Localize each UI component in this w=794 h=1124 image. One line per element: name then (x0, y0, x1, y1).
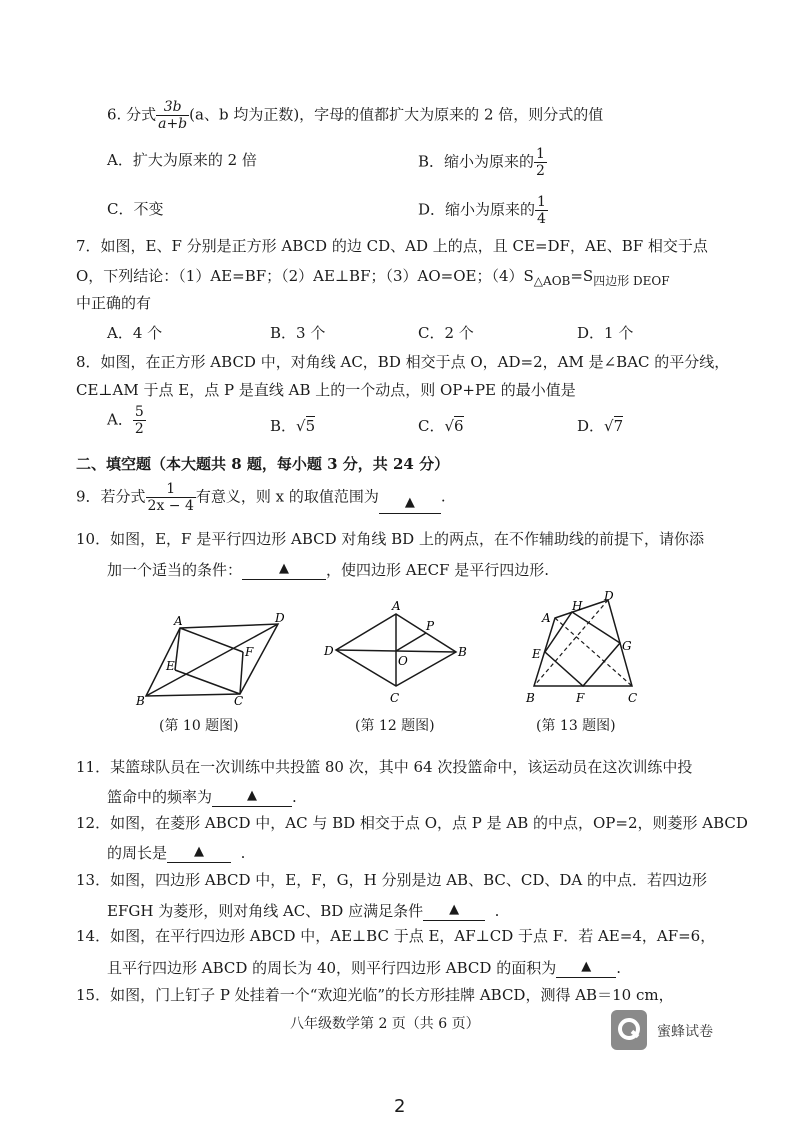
q8-option-d-text: D． (577, 417, 605, 435)
q6-option-b (418, 146, 547, 179)
q6-option-d-den: 4 (537, 211, 546, 227)
q8-option-c-text: C． (418, 417, 445, 435)
q12-line2 (107, 840, 245, 863)
q6-option-b-frac (534, 146, 547, 179)
logo-mark-icon (611, 1010, 647, 1050)
fig13-label-a: A (542, 611, 551, 625)
q7-line3: 中正确的有 (76, 294, 152, 312)
q7-line1: 7．如图，E、F 分别是正方形 ABCD 的边 CD、AD 上的点，且 CE=DF，AE、BF 相交于点 (76, 237, 708, 255)
q12-answer-blank[interactable] (167, 840, 231, 863)
sqrt-icon: √ (296, 417, 306, 435)
fig10-caption: (第 10 题图) (159, 718, 239, 734)
q9-end: . (440, 487, 446, 506)
figure-13 (520, 588, 650, 708)
q6-option-b-text: B．缩小为原来的 (418, 152, 535, 171)
fig13-caption: (第 13 题图) (536, 718, 616, 734)
q10-line1: 10．如图，E，F 是平行四边形 ABCD 对角线 BD 上的两点，在不作辅助线的前提下，请你添 (76, 530, 704, 548)
q7-sub2: 四边形 DEOF (593, 274, 670, 288)
triangle-icon: ▲ (247, 788, 258, 803)
triangle-icon: ▲ (194, 844, 205, 859)
sqrt-icon: √ (444, 417, 455, 435)
q9-frac-den: 2x − 4 (147, 498, 194, 514)
fig13-label-h: H (572, 599, 583, 613)
q14-line2a: 且平行四边形 ABCD 的周长为 40，则平行四边形 ABCD 的面积为 (107, 959, 557, 977)
q8-option-a-text: A． (107, 410, 133, 429)
q6-frac-num: 3b (156, 99, 189, 116)
fig10-label-e: E (166, 659, 175, 673)
q6-option-d-frac (535, 194, 548, 227)
q11-line1: 11．某篮球队员在一次训练中共投篮 80 次，其中 64 次投篮命中，该运动员在这次训练中投 (76, 758, 693, 776)
q12-end: . (240, 844, 246, 862)
fig13-label-b: B (526, 691, 535, 705)
fig13-label-f: F (576, 691, 585, 705)
q6-option-b-num: 1 (536, 146, 545, 162)
logo-text: 蜜蜂试卷 (657, 1024, 713, 1040)
q10-line2b: ，使四边形 AECF 是平行四边形. (326, 561, 549, 579)
fig12-label-p: P (426, 619, 435, 633)
fig12-label-d: D (324, 644, 334, 658)
q12-line2a: 的周长是 (107, 844, 168, 862)
fig12-label-c: C (390, 691, 400, 705)
q7-option-a: A．4 个 (107, 324, 163, 342)
q6-fraction (156, 99, 189, 132)
q6-option-b-den: 2 (536, 163, 545, 179)
q6-option-d (418, 194, 548, 227)
page-number: 2 (394, 1096, 406, 1117)
page-footer: 八年级数学第 2 页（共 6 页） (290, 1016, 480, 1032)
q8-option-b-rad: 5 (305, 417, 316, 435)
triangle-icon: ▲ (449, 902, 460, 917)
q7-eq: =S (570, 267, 594, 285)
q6-number: 6. (107, 105, 122, 124)
q14-end: . (616, 959, 621, 977)
fig13-label-g: G (622, 639, 632, 653)
q9-stem (76, 481, 446, 514)
q8-option-a (107, 404, 146, 437)
q8-option-a-den: 2 (134, 421, 144, 437)
q14-line2 (107, 955, 621, 978)
fig13-label-e: E (532, 647, 541, 661)
q11-line2 (107, 784, 297, 807)
figure-12 (318, 598, 478, 708)
q8-option-a-frac (133, 404, 146, 437)
q8-option-d (577, 416, 623, 436)
q14-line1: 14．如图，在平行四边形 ABCD 中，AE⊥BC 于点 E，AF⊥CD 于点 F．若 AE=4，AF=6， (76, 927, 716, 945)
q10-line2 (107, 557, 549, 580)
q9-answer-blank[interactable] (379, 491, 441, 514)
fig10-label-c: C (234, 694, 244, 708)
triangle-icon: ▲ (581, 959, 592, 974)
q6-option-d-text: D．缩小为原来的 (418, 200, 536, 219)
q8-option-b-text: B． (270, 417, 297, 435)
q6-prefix: 分式 (126, 105, 157, 124)
q8-option-d-rad: 7 (613, 417, 624, 435)
triangle-icon: ▲ (404, 495, 415, 510)
q9-rest: 有意义，则 x 的取值范围为 (195, 487, 379, 506)
fig12-label-o: O (398, 654, 408, 668)
q11-answer-blank[interactable] (212, 784, 292, 807)
fig13-label-d: D (604, 589, 614, 603)
q7-line2 (76, 266, 670, 291)
fig12-label-a: A (392, 599, 401, 613)
q9-frac-num: 1 (146, 481, 196, 498)
q8-option-c-rad: 6 (454, 417, 464, 435)
fig10-label-f: F (245, 645, 254, 659)
q6-option-c: C．不变 (107, 200, 164, 218)
q6-stem (107, 99, 603, 132)
q9-fraction (146, 481, 196, 514)
section-2-heading: 二、填空题（本大题共 8 题，每小题 3 分，共 24 分） (76, 455, 450, 473)
mifeng-logo-icon (611, 1010, 647, 1050)
q8-option-b (270, 416, 315, 436)
triangle-icon: ▲ (279, 561, 290, 576)
q6-frac-den: a+b (158, 116, 188, 132)
q6-rest: (a、b 均为正数)，字母的值都扩大为原来的 2 倍，则分式的值 (189, 105, 604, 124)
q10-answer-blank[interactable] (242, 557, 326, 580)
q15-line1: 15．如图，门上钉子 P 处挂着一个“欢迎光临”的长方形挂牌 ABCD，测得 AB＝10 cm， (76, 986, 674, 1004)
fig10-label-d: D (275, 611, 285, 625)
fig10-label-a: A (174, 614, 183, 628)
fig12-caption: (第 12 题图) (355, 718, 435, 734)
fig12-label-b: B (458, 645, 467, 659)
q6-option-d-num: 1 (537, 194, 546, 210)
q12-line1: 12．如图，在菱形 ABCD 中，AC 与 BD 相交于点 O，点 P 是 AB 的中点，OP=2，则菱形 ABCD (76, 814, 748, 832)
q11-line2a: 篮命中的频率为 (107, 788, 213, 806)
fig10-label-b: B (136, 694, 145, 708)
q8-option-a-num: 5 (134, 404, 144, 420)
q14-answer-blank[interactable] (556, 955, 616, 978)
q7-option-c: C．2 个 (418, 324, 474, 342)
q13-answer-blank[interactable] (423, 898, 485, 921)
q13-line1: 13．如图，四边形 ABCD 中，E，F，G，H 分别是边 AB、BC、CD、DA 的中点．若四边形 (76, 871, 707, 889)
q8-option-c (418, 416, 464, 436)
q13-end: . (494, 902, 500, 920)
q8-line1: 8．如图，在正方形 ABCD 中，对角线 AC，BD 相交于点 O，AD=2，AM 是∠BAC 的平分线， (76, 353, 730, 371)
q6-option-a: A．扩大为原来的 2 倍 (107, 151, 257, 169)
q10-line2a: 加一个适当的条件： (107, 561, 243, 579)
q7-option-b: B．3 个 (270, 324, 326, 342)
q11-end: . (292, 788, 297, 806)
q13-line2 (107, 898, 499, 921)
q13-line2a: EFGH 为菱形，则对角线 AC、BD 应满足条件 (107, 902, 424, 920)
figure-10 (130, 598, 300, 708)
q7-line2-text: O，下列结论：（1）AE=BF；（2）AE⊥BF；（3）AO=OE；（4）S (76, 267, 534, 285)
q9-prefix: 9．若分式 (76, 487, 146, 506)
q8-line2: CE⊥AM 于点 E，点 P 是直线 AB 上的一个动点，则 OP+PE 的最小值是 (76, 381, 576, 399)
q7-sub1: △AOB (533, 274, 571, 288)
sqrt-icon: √ (604, 417, 614, 435)
fig13-label-c: C (628, 691, 638, 705)
q7-option-d: D．1 个 (577, 324, 634, 342)
